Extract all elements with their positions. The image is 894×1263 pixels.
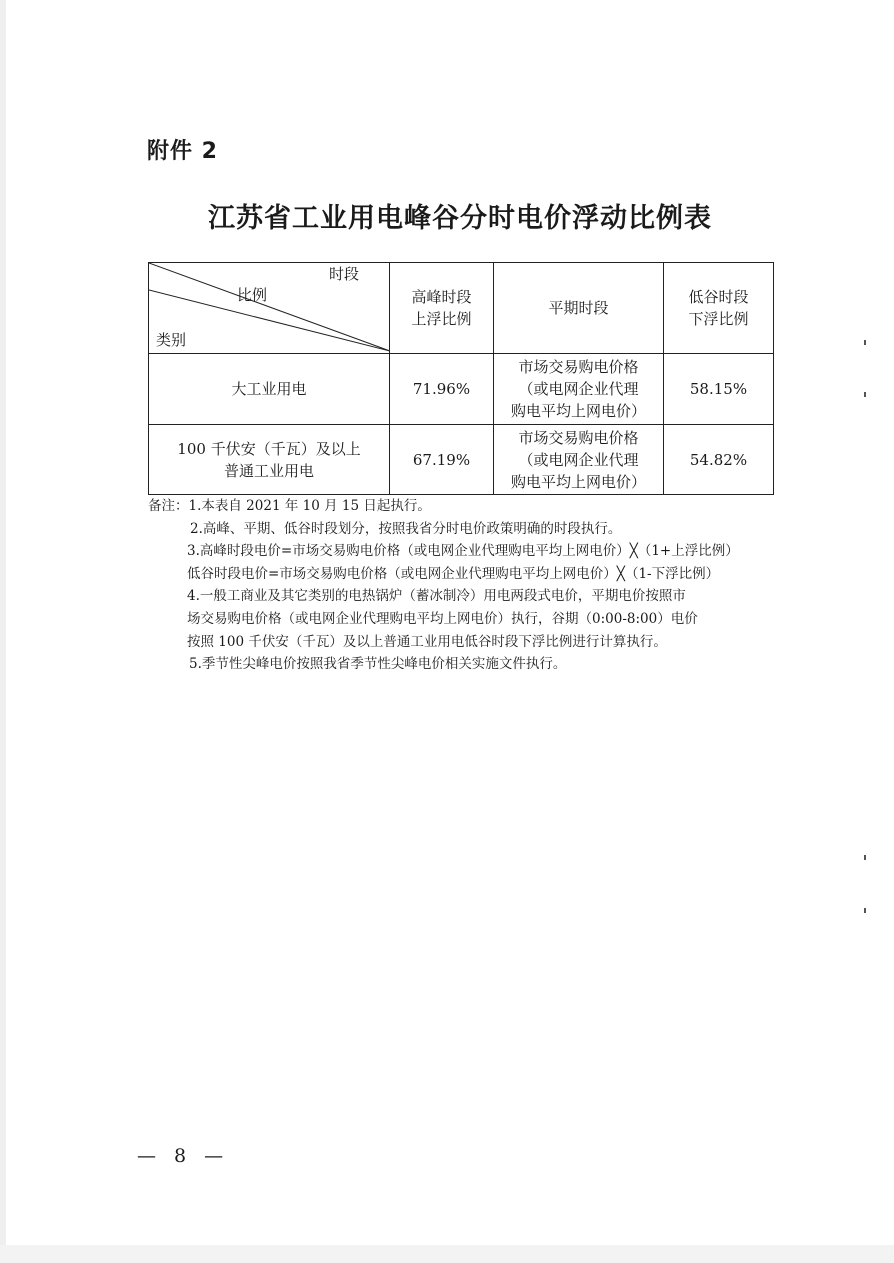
page-left-edge <box>0 0 6 1263</box>
row-flat-value: 市场交易购电价格 （或电网企业代理 购电平均上网电价） <box>494 354 664 425</box>
binding-mark <box>864 855 866 860</box>
row-peak-value: 67.19% <box>390 425 494 495</box>
note-line: 备注：1.本表自 2021 年 10 月 15 日起执行。 <box>148 498 431 514</box>
row-valley-value: 54.82% <box>664 425 774 495</box>
note-line: 2.高峰、平期、低谷时段划分，按照我省分时电价政策明确的时段执行。 <box>190 520 622 537</box>
table-row <box>149 425 774 495</box>
note-line: 场交易购电价格（或电网企业代理购电平均上网电价）执行，谷期（0:00-8:00）电价 <box>187 610 698 627</box>
row-category: 100 千伏安（千瓦）及以上 普通工业用电 <box>149 425 390 495</box>
corner-ratio-label: 比例 <box>237 286 268 304</box>
rate-table <box>148 262 774 495</box>
note-line: 5.季节性尖峰电价按照我省季节性尖峰电价相关实施文件执行。 <box>189 656 567 673</box>
binding-mark <box>864 908 866 913</box>
notes-block <box>148 495 778 676</box>
row-valley-value: 58.15% <box>664 354 774 425</box>
corner-period-label: 时段 <box>328 265 359 283</box>
table-row <box>149 354 774 425</box>
page-number: — 8 — <box>137 1145 230 1167</box>
row-flat-value: 市场交易购电价格 （或电网企业代理 购电平均上网电价） <box>494 425 664 495</box>
header-peak: 高峰时段 上浮比例 <box>390 263 494 354</box>
binding-mark <box>864 340 866 345</box>
table-header-row <box>149 263 774 354</box>
note-line: 按照 100 千伏安（千瓦）及以上普通工业用电低谷时段下浮比例进行计算执行。 <box>187 633 667 650</box>
note-line: 3.高峰时段电价=市场交易购电价格（或电网企业代理购电平均上网电价）╳（1+上浮比例） <box>187 543 739 560</box>
header-flat: 平期时段 <box>494 263 664 354</box>
corner-category-label: 类别 <box>156 331 187 349</box>
header-valley: 低谷时段 下浮比例 <box>664 263 774 354</box>
row-category: 大工业用电 <box>149 354 390 425</box>
binding-mark <box>864 392 866 397</box>
row-peak-value: 71.96% <box>390 354 494 425</box>
page-bottom-edge <box>0 1245 894 1263</box>
note-line: 低谷时段电价=市场交易购电价格（或电网企业代理购电平均上网电价）╳（1-下浮比例） <box>187 565 720 582</box>
diagonal-header-cell <box>149 263 390 354</box>
note-line: 4.一般工商业及其它类别的电热锅炉（蓄冰制冷）用电两段式电价，平期电价按照市 <box>187 588 686 605</box>
attachment-label: 附件 2 <box>147 139 218 164</box>
document-title: 江苏省工业用电峰谷分时电价浮动比例表 <box>208 203 712 234</box>
